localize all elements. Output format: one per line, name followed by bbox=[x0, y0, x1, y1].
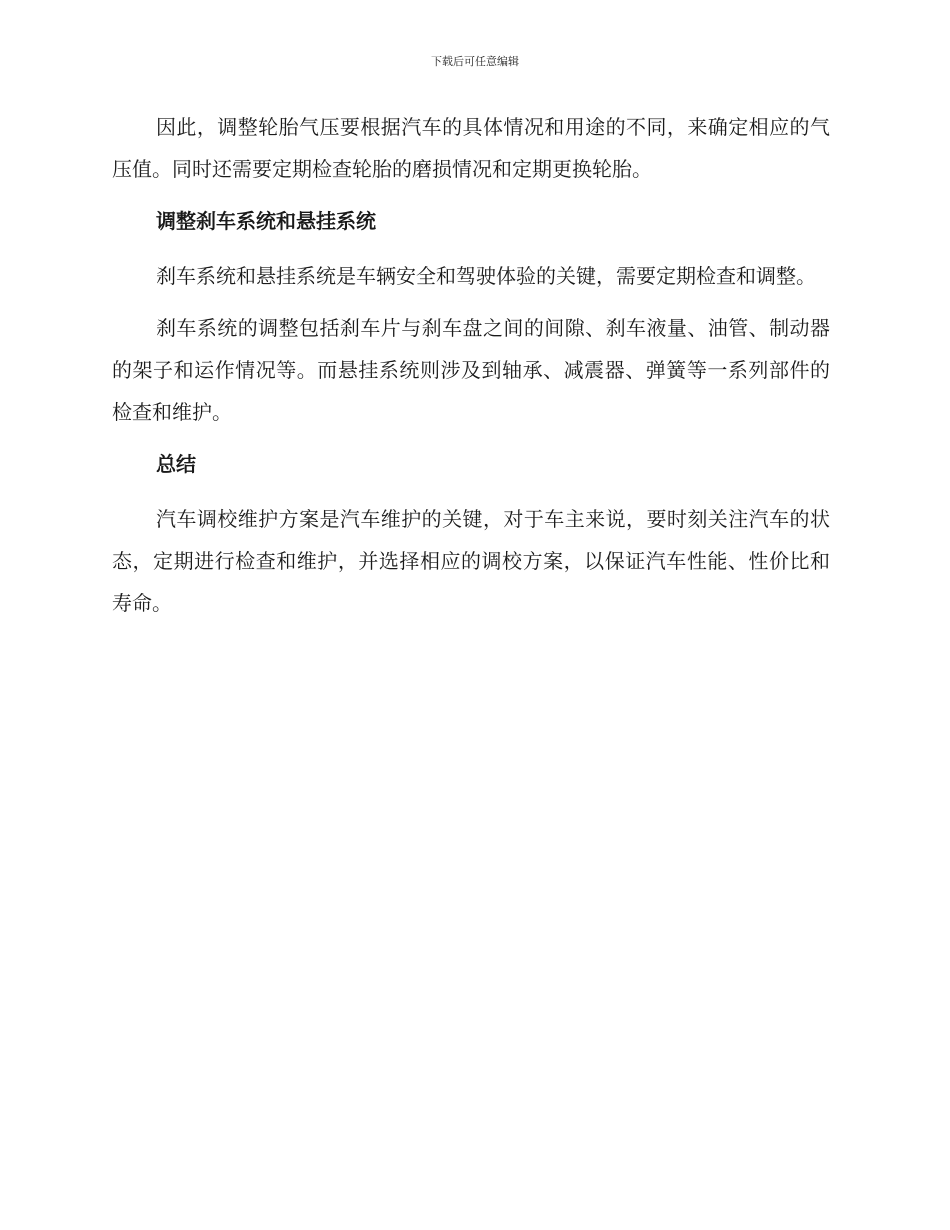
paragraph-brake-suspension-intro: 刹车系统和悬挂系统是车辆安全和驾驶体验的关键，需要定期检查和调整。 bbox=[156, 264, 816, 288]
paragraph-brake-suspension-detail: 刹车系统的调整包括刹车片与刹车盘之间的间隙、刹车液量、油管、制动器的架子和运作情况等。而悬挂系统则涉及到轴承、减震器、弹簧等一系列部件的检查和维护。 bbox=[112, 316, 830, 424]
section-heading-brake-suspension: 调整刹车系统和悬挂系统 bbox=[156, 209, 376, 233]
paragraph-tire-pressure: 因此，调整轮胎气压要根据汽车的具体情况和用途的不同，来确定相应的气压值。同时还需要定期检查轮胎的磨损情况和定期更换轮胎。 bbox=[112, 115, 830, 181]
header-note: 下载后可任意编辑 bbox=[431, 55, 519, 68]
section-heading-summary: 总结 bbox=[156, 452, 196, 476]
paragraph-summary: 汽车调校维护方案是汽车维护的关键，对于车主来说，要时刻关注汽车的状态，定期进行检查和维护，并选择相应的调校方案，以保证汽车性能、性价比和寿命。 bbox=[112, 507, 830, 615]
document-body bbox=[112, 106, 830, 624]
